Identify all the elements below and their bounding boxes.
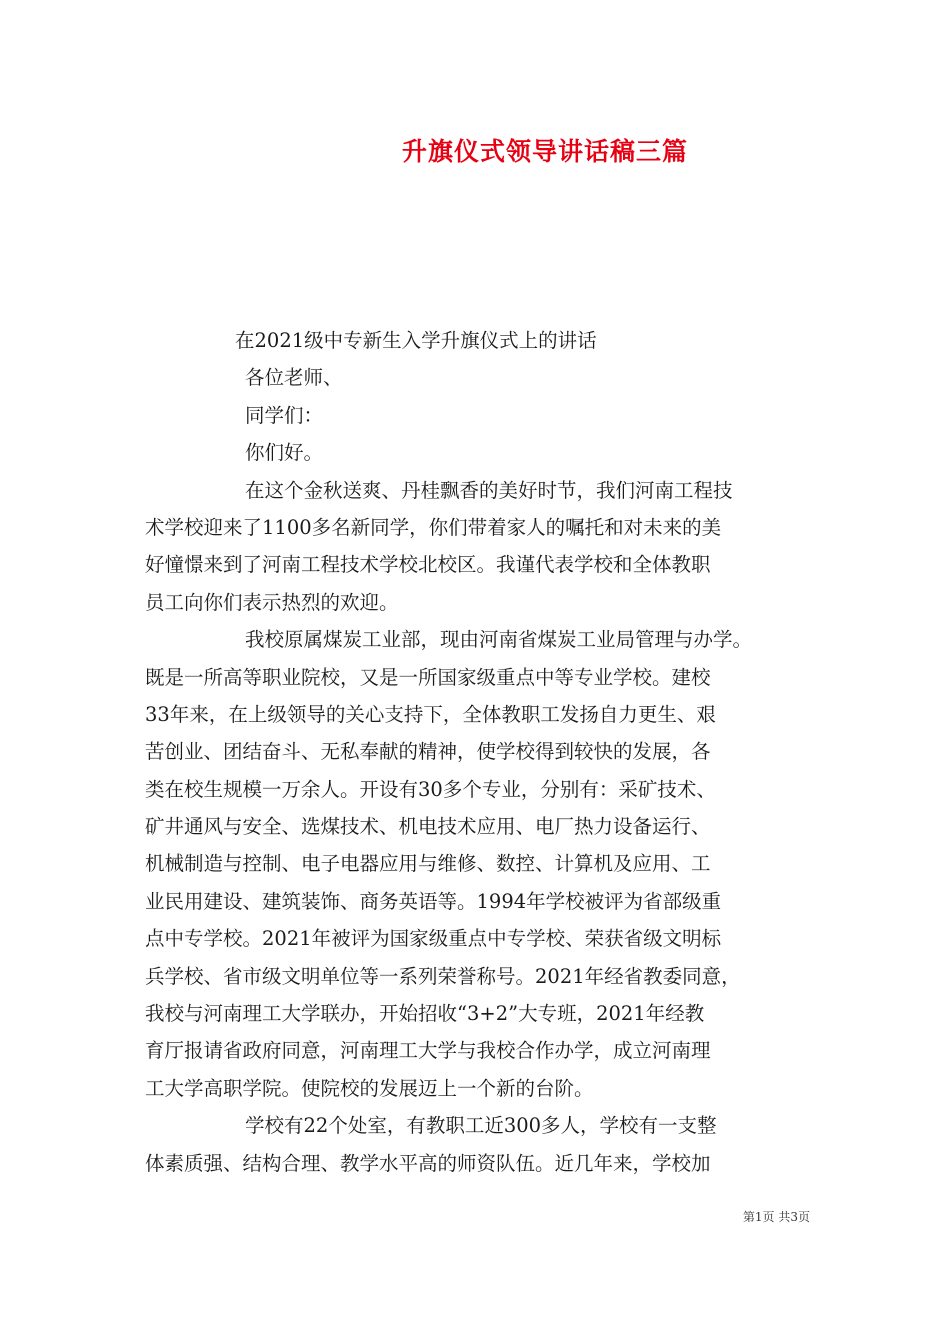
paragraph-welcome bbox=[145, 472, 815, 622]
text-line: 我校原属煤炭工业部，现由河南省煤炭工业局管理与办学。 bbox=[245, 628, 753, 652]
paragraph-faculty bbox=[145, 1107, 815, 1182]
text-line: 33年来，在上级领导的关心支持下，全体教职工发扬自力更生、艰 bbox=[145, 702, 716, 726]
text-line: 类在校生规模一万余人。开设有30多个专业，分别有：采矿技术、 bbox=[145, 777, 716, 801]
text-line: 员工向你们表示热烈的欢迎。 bbox=[145, 590, 399, 614]
text-line: 业民用建设、建筑装饰、商务英语等。1994年学校被评为省部级重 bbox=[145, 889, 722, 913]
text-line: 机械制造与控制、电子电器应用与维修、数控、计算机及应用、工 bbox=[145, 852, 711, 876]
paragraph-school-history bbox=[145, 621, 815, 1107]
text-line: 体素质强、结构合理、教学水平高的师资队伍。近几年来，学校加 bbox=[145, 1151, 711, 1175]
document-title: 升旗仪式领导讲话稿三篇 bbox=[401, 137, 688, 166]
text-line: 苦创业、团结奋斗、无私奉献的精神，使学校得到较快的发展，各 bbox=[145, 740, 711, 764]
text-line: 学校有22个处室，有教职工近300多人，学校有一支整 bbox=[245, 1114, 717, 1138]
greeting-line: 你们好。 bbox=[245, 441, 324, 465]
page-number-footer: 第1页 共3页 bbox=[742, 1210, 810, 1224]
document-body bbox=[145, 322, 815, 1182]
text-line: 术学校迎来了1100多名新同学，你们带着家人的嘱托和对未来的美 bbox=[145, 515, 722, 539]
text-line: 矿井通风与安全、选煤技术、机电技术应用、电厂热力设备运行、 bbox=[145, 815, 711, 839]
text-line: 工大学高职学院。使院校的发展迈上一个新的台阶。 bbox=[145, 1076, 594, 1100]
text-line: 在这个金秋送爽、丹桂飘香的美好时节，我们河南工程技 bbox=[245, 478, 733, 502]
text-line: 既是一所高等职业院校，又是一所国家级重点中等专业学校。建校 bbox=[145, 665, 711, 689]
text-line: 兵学校、省市级文明单位等一系列荣誉称号。2021年经省教委同意， bbox=[145, 964, 741, 988]
text-line: 好憧憬来到了河南工程技术学校北校区。我谨代表学校和全体教职 bbox=[145, 553, 711, 577]
text-line: 育厅报请省政府同意，河南理工大学与我校合作办学，成立河南理 bbox=[145, 1039, 711, 1063]
text-line: 点中专学校。2021年被评为国家级重点中专学校、荣获省级文明标 bbox=[145, 927, 722, 951]
greeting-line: 同学们： bbox=[245, 403, 324, 427]
speech-subtitle: 在2021级中专新生入学升旗仪式上的讲话 bbox=[235, 329, 597, 352]
text-line: 我校与河南理工大学联办，开始招收“3+2”大专班，2021年经教 bbox=[145, 1002, 705, 1026]
greeting-line: 各位老师、 bbox=[245, 366, 343, 390]
